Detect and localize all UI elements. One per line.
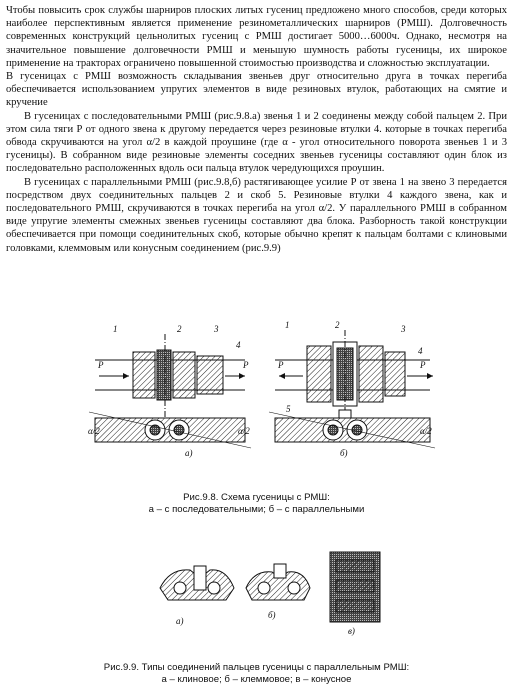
paragraph-4: В гусеницах с параллельными РМШ (рис.9.8,б) растягивающее усилие Р от звена 1 на звено 3 передается посредством двух соединительных пальцев 2 и скоб 5. Резиновые втулки 4 каждого звена, как и последовательного РМШ, скручиваются в точках перегиба на угол α/2. У параллельного РМШ в собранном виде упругие элементы смежных звеньев гусеницы составляют два блока. Разборность такой конструкции обеспечивается при помощи соединительных скоб, которые обычно крепят к пальцам болтами с клиновыми головками, клеммовым или конусным соединением (рис.9.9) — [6, 176, 507, 254]
fig98-label-1b: 1 — [285, 320, 290, 330]
figure-a-side-view — [89, 412, 251, 448]
fig98-caption-sub: а – с последовательными; б – с параллельными — [148, 504, 365, 515]
paragraph-1: Чтобы повысить срок службы шарниров плоских литых гусениц предложено много способов, среди которых наиболее перспективным является применение резинометаллических шарниров (РМШ). Долговечность современных конструкций цельнолитых гусениц с РМШ достигает 5000…6000ч. Однако, несмотря на значительное повышение долговечности РМШ и меньшую шумность работы гусеницы, их широкое применение на тракторах ограничено повышенной стоимостью производства и сложностью эксплуатации. — [6, 5, 507, 69]
fig99-caption-sub: а – клиновое; б – клеммовое; в – конусное — [161, 674, 352, 685]
fig98-sublabel-a: а) — [185, 448, 193, 458]
fig98-label-1a: 1 — [113, 324, 118, 334]
fig98-label-P-b-right: P — [420, 360, 426, 370]
fig98-label-2b: 2 — [335, 320, 340, 330]
fig99-sublabel-c: в) — [348, 626, 355, 636]
figure-9-8-drawing — [85, 322, 445, 460]
connection-wedge — [160, 566, 234, 600]
fig98-label-P-left: P — [98, 360, 104, 370]
body-text — [6, 4, 507, 255]
fig98-sublabel-b: б) — [340, 448, 348, 458]
fig99-caption-title: Рис.9.9. Типы соединений пальцев гусеницы с параллельным РМШ: — [103, 662, 410, 673]
fig98-label-5b: 5 — [286, 404, 291, 414]
paragraph-2: В гусеницах с РМШ возможность складывания звеньев друг относительно друга в точках перегиба обеспечивается использованием упругих элементов в виде резиновых втулок, работающих на смятие и кручение — [6, 71, 507, 109]
fig98-label-3b: 3 — [401, 324, 406, 334]
paragraph-3: В гусеницах с последовательными РМШ (рис.9.8.а) звенья 1 и 2 соединены между собой пальцем 2. При этом сила тяги Р от одного звена к другому передается через резиновые втулки 4. которые в точках перегиба обвода скручиваются на угол α/2 в каждой проушине (где α - угол относительного поворота звеньев 1 и 3 гусеницы). В собранном виде резиновые элементы соседних звеньев гусеницы составляют один блок из последовательно расположенных вдоль оси пальца втулок чередующихся проушин. — [6, 110, 507, 175]
fig99-sublabel-a: а) — [176, 616, 184, 626]
connection-clamp — [246, 564, 310, 600]
figure-b-top-view — [275, 330, 433, 418]
fig98-label-4a: 4 — [236, 340, 241, 350]
fig98-label-angle-b: α/2 — [420, 426, 432, 436]
connection-cone — [330, 552, 380, 622]
fig98-label-P-right: P — [243, 360, 249, 370]
figure-a-top-view — [95, 334, 245, 418]
fig98-label-4b: 4 — [418, 346, 423, 356]
fig99-sublabel-b: б) — [268, 610, 276, 620]
fig98-label-3a: 3 — [214, 324, 219, 334]
fig98-label-angle-left: α/2 — [88, 426, 100, 436]
fig98-label-P-b-left: P — [278, 360, 284, 370]
figure-b-side-view — [269, 410, 435, 448]
fig98-label-angle-right: α/2 — [238, 426, 250, 436]
fig98-caption-title: Рис.9.8. Схема гусеницы с РМШ: — [183, 492, 330, 503]
fig98-label-2a: 2 — [177, 324, 182, 334]
